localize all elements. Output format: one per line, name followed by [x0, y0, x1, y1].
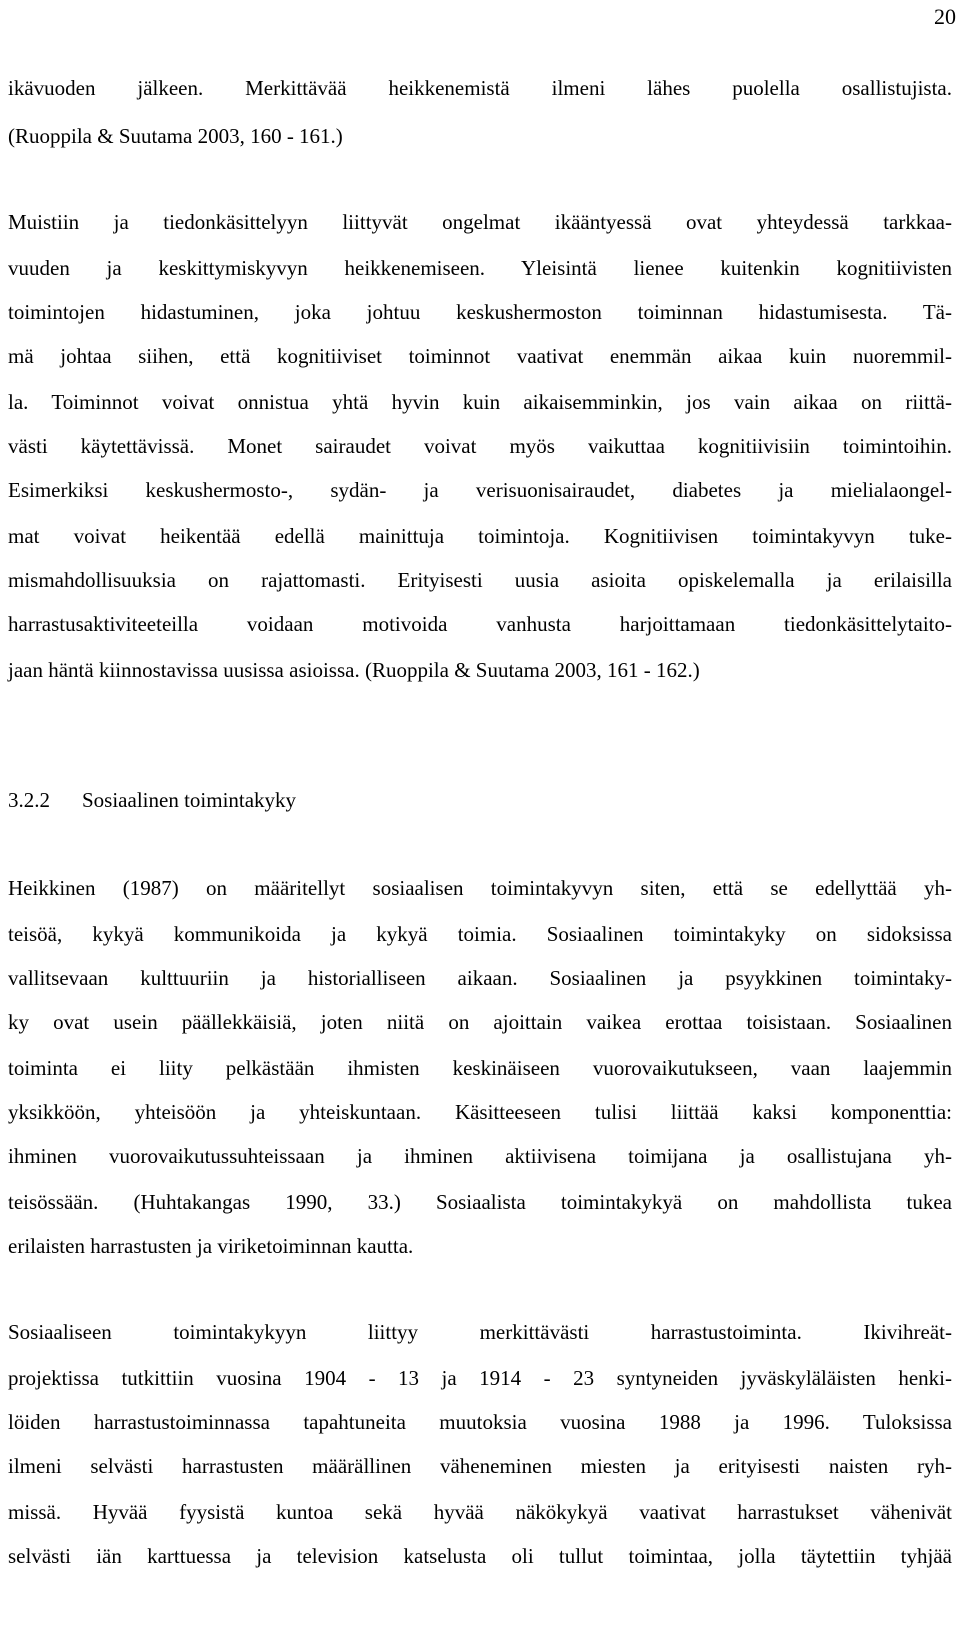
- text-line: ihminen vuorovaikutussuhteissaan ja ihminen aktiivisena toimijana ja osallistujana yh-: [8, 1144, 952, 1168]
- text-line: missä. Hyvää fyysistä kuntoa sekä hyvää näkökykyä vaativat harrastukset vähenivät: [8, 1500, 952, 1524]
- text-line: Esimerkiksi keskushermosto-, sydän- ja verisuonisairaudet, diabetes ja mielialaongel-: [8, 478, 952, 502]
- text-line: teisössään. (Huhtakangas 1990, 33.) Sosiaalista toimintakykyä on mahdollista tukea: [8, 1190, 952, 1214]
- text-line: västi käytettävissä. Monet sairaudet voivat myös vaikuttaa kognitiivisiin toimintoihin.: [8, 434, 952, 458]
- text-line: yksikköön, yhteisöön ja yhteiskuntaan. Käsitteeseen tulisi liittää kaksi komponenttia:: [8, 1100, 952, 1124]
- text-line: erilaisten harrastusten ja viriketoiminnan kautta.: [8, 1234, 414, 1258]
- text-line: vuuden ja keskittymiskyvyn heikkenemiseen. Yleisintä lienee kuitenkin kognitiivisten: [8, 256, 952, 280]
- text-line: löiden harrastustoiminnassa tapahtuneita muutoksia vuosina 1988 ja 1996. Tuloksissa: [8, 1410, 952, 1434]
- text-line: Muistiin ja tiedonkäsittelyyn liittyvät ongelmat ikääntyessä ovat yhteydessä tarkkaa-: [8, 210, 952, 234]
- text-line: (Ruoppila & Suutama 2003, 160 - 161.): [8, 124, 343, 148]
- section-title: Sosiaalinen toimintakyky: [82, 788, 297, 812]
- page-number: 20: [934, 4, 956, 29]
- text-line: harrastusaktiviteeteilla voidaan motivoida vanhusta harjoittamaan tiedonkäsittelytaito-: [8, 612, 952, 636]
- text-line: selvästi iän karttuessa ja television katselusta oli tullut toimintaa, jolla täytettiin tyhjää: [8, 1544, 952, 1568]
- text-line: jaan häntä kiinnostavissa uusissa asioissa. (Ruoppila & Suutama 2003, 161 - 162.): [8, 658, 700, 682]
- text-line: toimintojen hidastuminen, joka johtuu keskushermoston toiminnan hidastumisesta. Tä-: [8, 300, 952, 324]
- text-line: ikävuoden jälkeen. Merkittävää heikkenemistä ilmeni lähes puolella osallistujista.: [8, 76, 952, 100]
- text-line: vallitsevaan kulttuuriin ja historialliseen aikaan. Sosiaalinen ja psyykkinen toimintaky-: [8, 966, 952, 990]
- text-line: ilmeni selvästi harrastusten määrällinen väheneminen miesten ja erityisesti naisten ryh-: [8, 1454, 952, 1478]
- text-line: Sosiaaliseen toimintakykyyn liittyy merkittävästi harrastustoiminta. Ikivihreät-: [8, 1320, 952, 1344]
- section-heading: [8, 785, 296, 815]
- text-line: Heikkinen (1987) on määritellyt sosiaalisen toimintakyvyn siten, että se edellyttää yh-: [8, 876, 952, 900]
- text-line: mismahdollisuuksia on rajattomasti. Erityisesti uusia asioita opiskelemalla ja erilaisilla: [8, 568, 952, 592]
- section-number: 3.2.2: [8, 788, 50, 812]
- text-line: teisöä, kykyä kommunikoida ja kykyä toimia. Sosiaalinen toimintakyky on sidoksissa: [8, 922, 952, 946]
- text-line: la. Toiminnot voivat onnistua yhtä hyvin kuin aikaisemminkin, jos vain aikaa on riittä-: [8, 390, 952, 414]
- text-line: ky ovat usein päällekkäisiä, joten niitä on ajoittain vaikea erottaa toisistaan. Sosiaalinen: [8, 1010, 952, 1034]
- text-line: projektissa tutkittiin vuosina 1904 - 13 ja 1914 - 23 syntyneiden jyväskyläläisten henki-: [8, 1366, 952, 1390]
- text-line: toiminta ei liity pelkästään ihmisten keskinäiseen vuorovaikutukseen, vaan laajemmin: [8, 1056, 952, 1080]
- text-line: mä johtaa siihen, että kognitiiviset toiminnot vaativat enemmän aikaa kuin nuoremmil-: [8, 344, 952, 368]
- text-line: mat voivat heikentää edellä mainittuja toimintoja. Kognitiivisen toimintakyvyn tuke-: [8, 524, 952, 548]
